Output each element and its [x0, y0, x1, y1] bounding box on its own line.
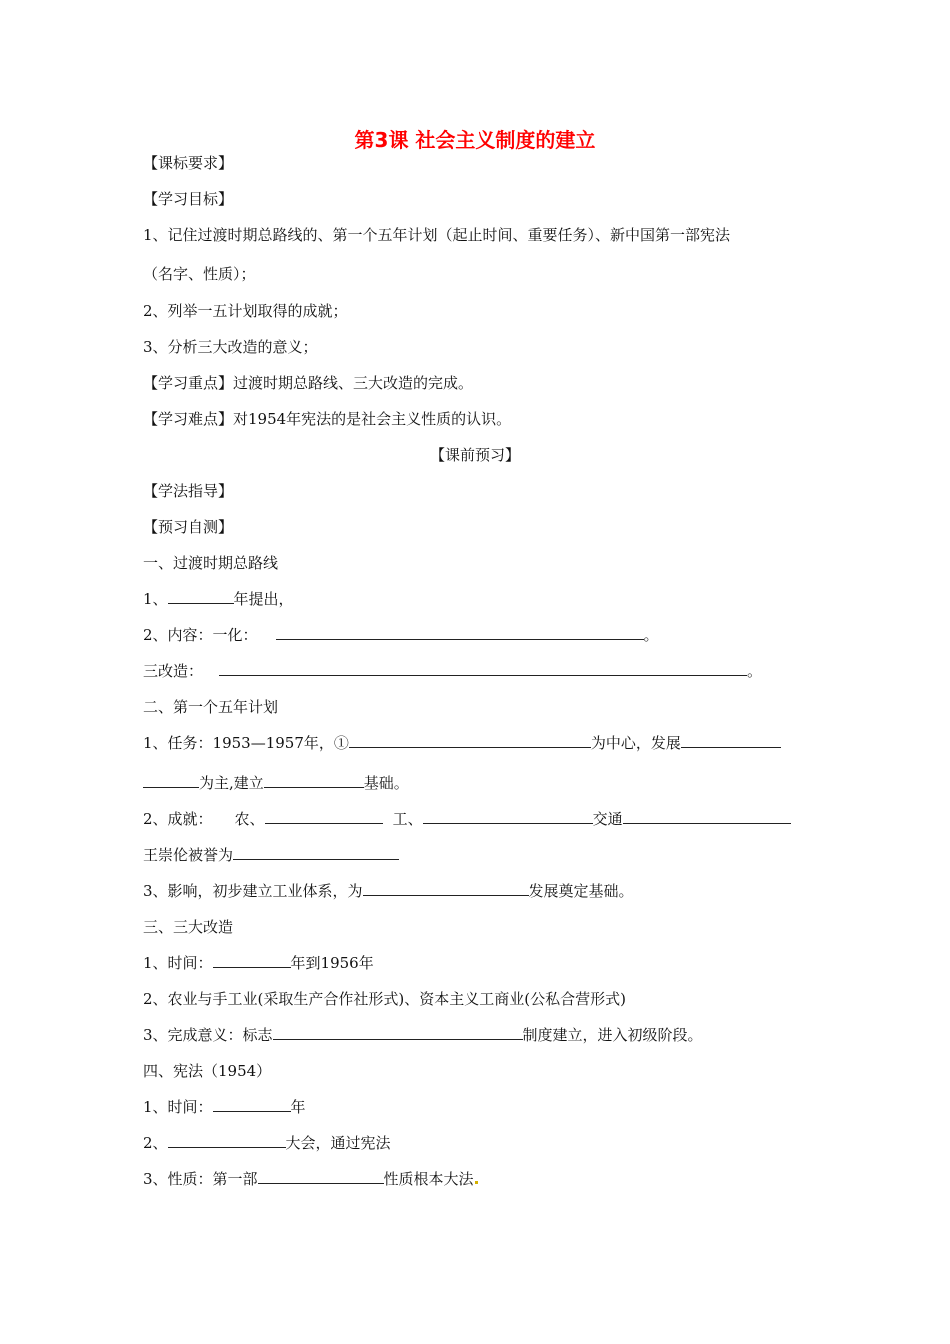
- section-1-line-3: 三改造： 。: [143, 662, 763, 680]
- method-heading: 【学法指导】: [143, 482, 234, 500]
- blank-field[interactable]: [623, 809, 791, 824]
- blank-field[interactable]: [423, 809, 593, 824]
- section-3-line-2: 2、农业与手工业(采取生产合作社形式)、资本主义工商业(公私合营形式): [143, 990, 626, 1008]
- blank-field[interactable]: [276, 625, 644, 640]
- yellow-dot-mark: [475, 1181, 478, 1184]
- section-1-line-2: 2、内容：一化： 。: [143, 626, 659, 644]
- section-2-line-2-cont: 王崇伦被誉为: [143, 845, 399, 865]
- blank-field[interactable]: [681, 733, 781, 748]
- difficult-points: 【学习难点】对1954年宪法的是社会主义性质的认识。: [143, 410, 512, 428]
- blank-field[interactable]: [273, 1025, 523, 1040]
- section-2-line-1-cont: 为主,建立 基础。: [143, 773, 409, 793]
- goal-1: 1、记住过渡时期总路线的、第一个五年计划（起止时间、重要任务）、新中国第一部宪法: [143, 226, 731, 244]
- blank-field[interactable]: [168, 589, 234, 604]
- preview-heading: 【课前预习】: [429, 446, 520, 464]
- key-points: 【学习重点】过渡时期总路线、三大改造的完成。: [143, 374, 474, 392]
- lesson-title: 第3课 社会主义制度的建立: [354, 128, 596, 152]
- blank-field[interactable]: [264, 773, 364, 788]
- blank-field[interactable]: [219, 661, 747, 676]
- goals-heading: 【学习目标】: [143, 190, 234, 208]
- blank-field[interactable]: [363, 881, 529, 896]
- section-2-line-2: 2、成就： 农、 工、 交通: [143, 809, 791, 829]
- blank-field[interactable]: [258, 1169, 384, 1184]
- section-2-heading: 二、第一个五年计划: [143, 698, 279, 716]
- blank-field[interactable]: [349, 733, 591, 748]
- kebiao-heading: 【课标要求】: [143, 154, 234, 172]
- section-1-heading: 一、过渡时期总路线: [143, 554, 279, 572]
- section-3-heading: 三、三大改造: [143, 918, 234, 936]
- goal-3: 3、分析三大改造的意义；: [143, 338, 318, 356]
- blank-field[interactable]: [265, 809, 383, 824]
- blank-field[interactable]: [213, 1097, 291, 1112]
- blank-field[interactable]: [168, 1133, 286, 1148]
- goal-2: 2、列举一五计划取得的成就；: [143, 302, 348, 320]
- goal-1-cont: （名字、性质）；: [143, 265, 256, 283]
- section-4-heading: 四、宪法（1954）: [143, 1062, 272, 1080]
- section-4-line-1: 1、时间： 年: [143, 1098, 306, 1116]
- section-3-line-1: 1、时间： 年到1956年: [143, 954, 374, 972]
- blank-field[interactable]: [143, 773, 199, 788]
- blank-field[interactable]: [233, 845, 399, 860]
- section-2-line-3: 3、影响，初步建立工业体系，为 发展奠定基础。: [143, 882, 634, 900]
- blank-field[interactable]: [213, 953, 291, 968]
- section-4-line-2: 2、 大会，通过宪法: [143, 1134, 391, 1152]
- section-4-line-3: 3、性质：第一部 性质根本大法: [143, 1169, 478, 1189]
- section-1-line-1: 1、 年提出，: [143, 590, 294, 608]
- self-test-heading: 【预习自测】: [143, 518, 234, 536]
- section-2-line-1: 1、任务：1953—1957年，① 为中心，发展: [143, 733, 781, 753]
- section-3-line-3: 3、完成意义：标志 制度建立，进入初级阶段。: [143, 1026, 703, 1044]
